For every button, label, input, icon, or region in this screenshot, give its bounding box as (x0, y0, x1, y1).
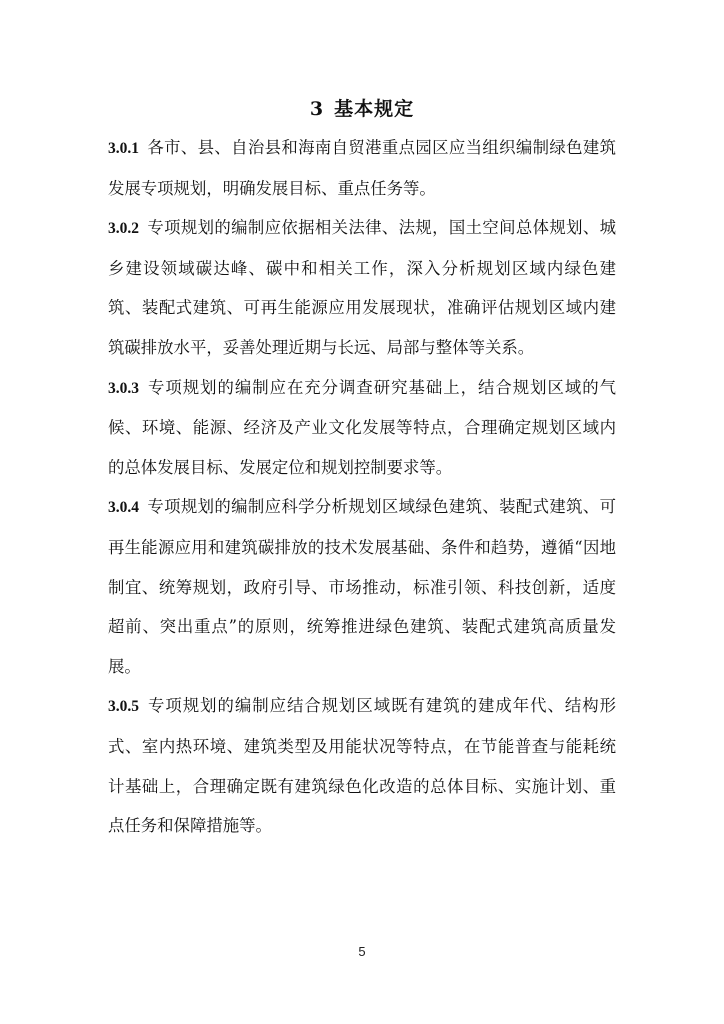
clause-text: 专项规划的编制应科学分析规划区域绿色建筑、装配式建筑、可再生能源应用和建筑碳排放的技术发展基础、条件和趋势，遵循“因地制宜、统筹规划，政府引导、市场推动，标准引领、科技创新，适度超前、突出重点”的原则，统筹推进绿色建筑、装配式建筑高质量发展。 (108, 497, 616, 676)
clause-3-0-1 (108, 128, 616, 208)
clause-3-0-5 (108, 686, 616, 845)
clause-text: 专项规划的编制应结合规划区域既有建筑的建成年代、结构形式、室内热环境、建筑类型及用能状况等特点，在节能普查与能耗统计基础上，合理确定既有建筑绿色化改造的总体目标、实施计划、重点任务和保障措施等。 (108, 696, 616, 836)
chapter-title-text: 基本规定 (334, 98, 415, 120)
clause-text: 专项规划的编制应在充分调查研究基础上，结合规划区域的气候、环境、能源、经济及产业文化发展等特点，合理确定规划区域内的总体发展目标、发展定位和规划控制要求等。 (108, 377, 616, 477)
clause-number: 3.0.5 (108, 698, 139, 716)
clause-text: 各市、县、自治县和海南自贸港重点园区应当组织编制绿色建筑发展专项规划，明确发展目标、重点任务等。 (108, 138, 616, 198)
clause-3-0-2 (108, 208, 616, 367)
clause-number: 3.0.4 (108, 499, 139, 517)
chapter-number: 3 (309, 98, 325, 120)
chapter-title (0, 96, 724, 122)
clause-list (108, 128, 616, 846)
clause-text: 专项规划的编制应依据相关法律、法规，国土空间总体规划、城乡建设领域碳达峰、碳中和相关工作，深入分析规划区域内绿色建筑、装配式建筑、可再生能源应用发展现状，准确评估规划区域内建筑碳排放水平，妥善处理近期与长远、局部与整体等关系。 (108, 218, 616, 357)
clause-3-0-3 (108, 368, 616, 488)
clause-number: 3.0.1 (108, 140, 139, 157)
clause-number: 3.0.2 (108, 220, 139, 238)
clause-3-0-4 (108, 487, 616, 686)
page-number: 5 (358, 944, 366, 959)
clause-number: 3.0.3 (108, 379, 139, 397)
